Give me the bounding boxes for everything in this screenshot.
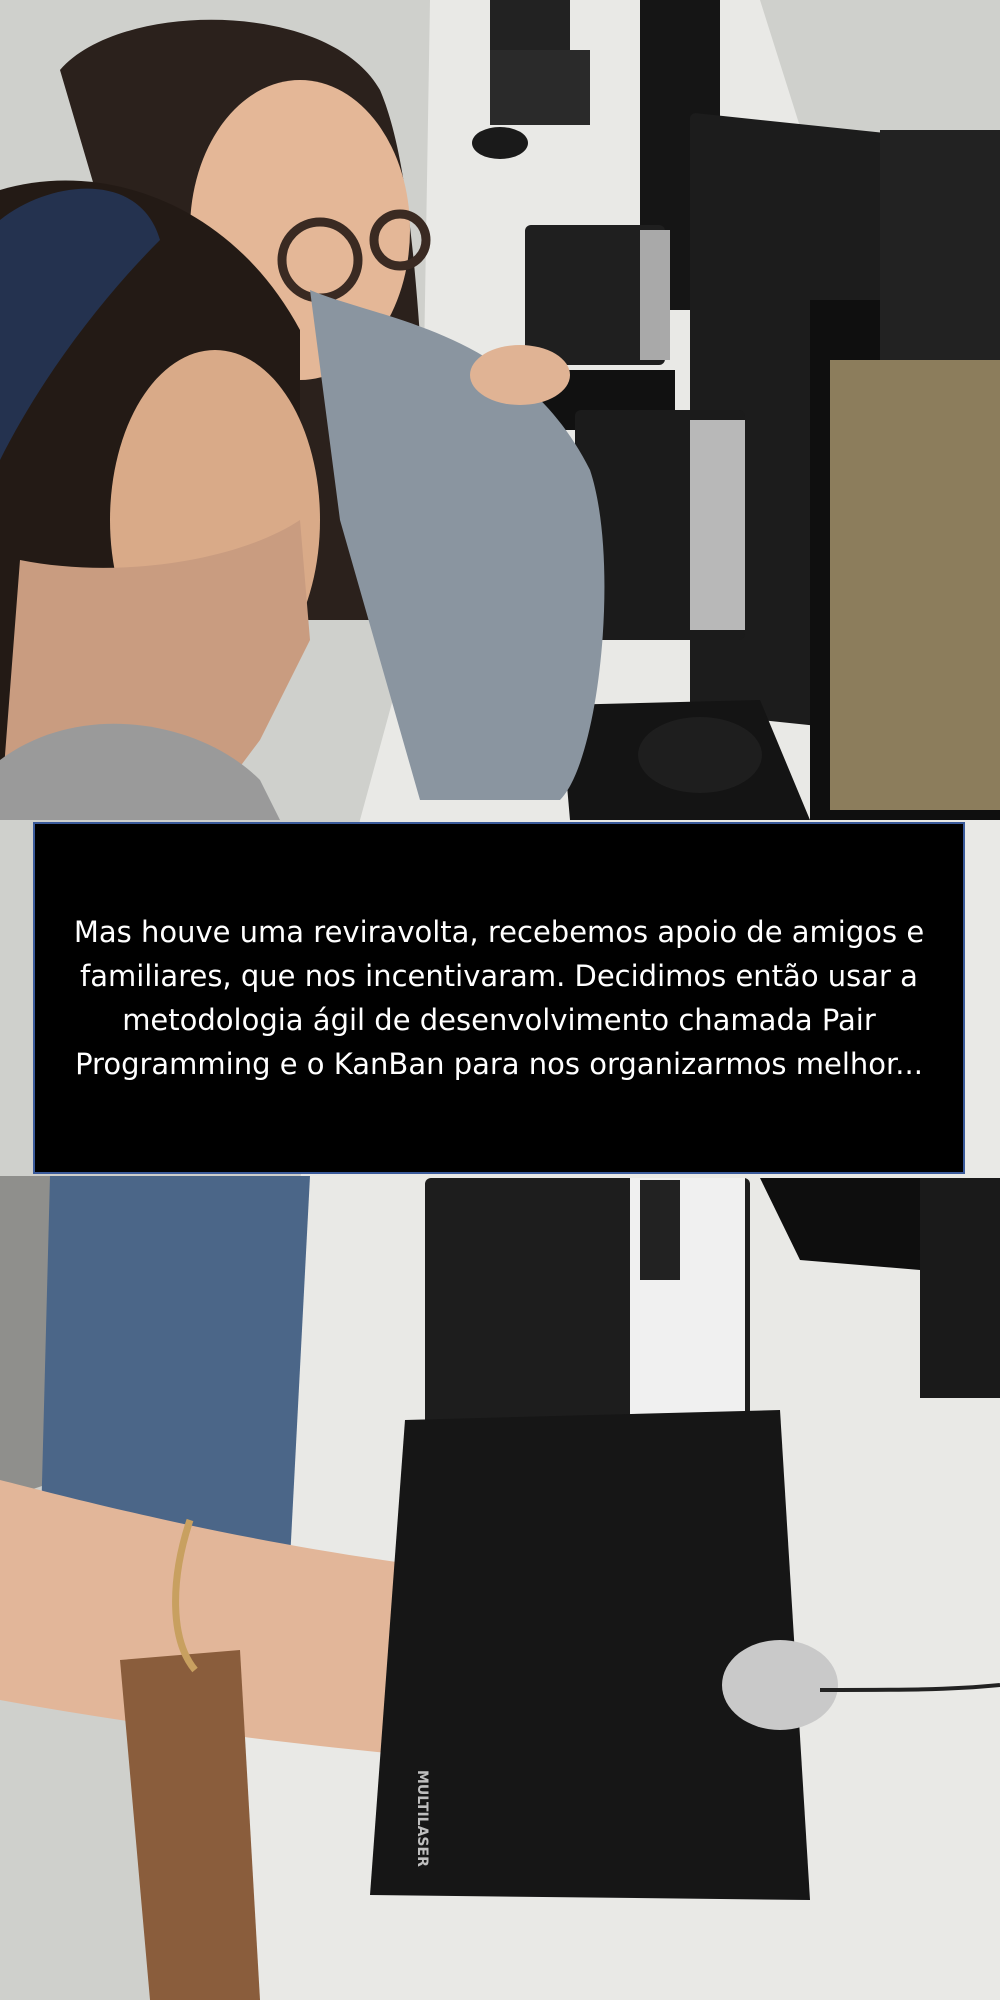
mouse-middle bbox=[638, 717, 762, 793]
mousepad-brand: MULTILASER bbox=[414, 1770, 430, 1867]
caption-box bbox=[33, 822, 965, 1174]
caption-text: Mas houve uma reviravolta, recebemos apoio de amigos e familiares, que nos incentivaram. Decidimos então usar a metodologia ágil de desenvolvimento chamada Pair Programming e o KanBan para nos organizarmos melhor... bbox=[73, 915, 925, 1081]
keyboard-front bbox=[425, 1178, 750, 1440]
mouse-front bbox=[722, 1640, 838, 1730]
